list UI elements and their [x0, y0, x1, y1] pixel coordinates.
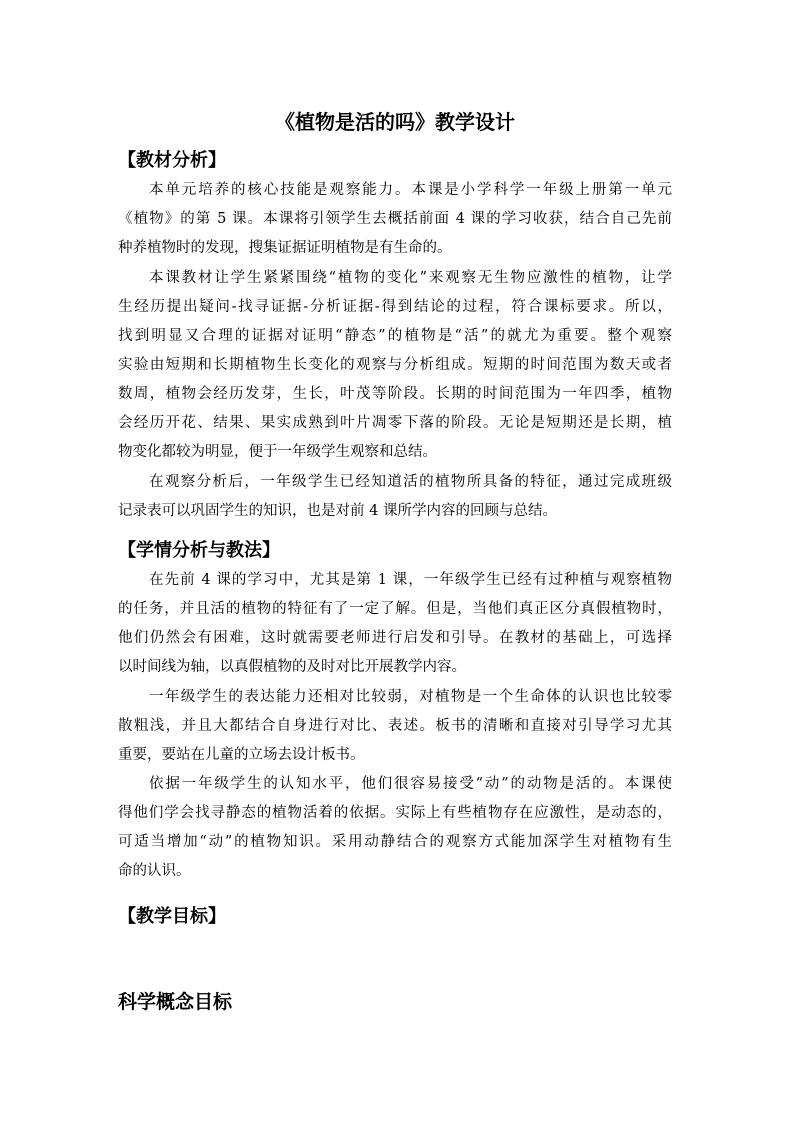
paragraph: [118, 770, 672, 886]
paragraph-line: 散粗浅，并且大都结合自身进行对比、表述。板书的清晰和直接对引导学习尤其: [118, 718, 672, 734]
paragraph-line: 得他们学会找寻静态的植物活着的依据。实际上有些植物存在应激性，是动态的，: [118, 805, 672, 821]
paragraph: [118, 468, 672, 526]
paragraph-line: 在观察分析后，一年级学生已经知道活的植物所具备的特征，通过完成班级: [149, 474, 672, 490]
subsection-heading: 科学概念目标: [118, 991, 233, 1013]
paragraph-line: 依据一年级学生的认知水平，他们很容易接受“动”的动物是活的。本课使: [149, 776, 672, 792]
section-heading: 【学情分析与教法】: [118, 540, 280, 561]
paragraph-line: 数周，植物会经历发芽，生长，叶茂等阶段。长期的时间范围为一年四季，植物: [118, 386, 672, 402]
paragraph-line: 的任务，并且活的植物的特征有了一定了解。但是，当他们真正区分真假植物时，: [118, 601, 672, 617]
paragraph-line: 命的认识。: [118, 863, 191, 879]
paragraph-line: 重要，要站在儿童的立场去设计板书。: [118, 747, 365, 763]
section-heading: 【教材分析】: [118, 150, 226, 171]
document-title: 《植物是活的吗》教学设计: [275, 110, 515, 134]
paragraph-line: 在先前 4 课的学习中，尤其是第 1 课，一年级学生已经有过种植与观察植物: [149, 572, 672, 588]
paragraph-line: 记录表可以巩固学生的知识，也是对前 4 课所学内容的回顾与总结。: [118, 503, 557, 519]
paragraph-line: 物变化都较为明显，便于一年级学生观察和总结。: [118, 444, 437, 460]
paragraph-line: 生经历提出疑问-找寻证据-分析证据-得到结论的过程，符合课标要求。所以，: [118, 299, 672, 315]
paragraph-line: 实验由短期和长期植物生长变化的观察与分析组成。短期的时间范围为数天或者: [118, 357, 672, 373]
paragraph-line: 他们仍然会有困难，这时就需要老师进行启发和引导。在教材的基础上，可选择: [118, 630, 672, 646]
paragraph-line: 种养植物时的发现，搜集证据证明植物是有生命的。: [118, 240, 452, 256]
paragraph-line: 以时间线为轴，以真假植物的及时对比开展教学内容。: [118, 659, 466, 675]
paragraph: [118, 176, 672, 263]
paragraph-line: 《植物》的第 5 课。本课将引领学生去概括前面 4 课的学习收获，结合自己先前: [118, 211, 672, 227]
paragraph-line: 找到明显又合理的证据对证明“静态”的植物是“活”的就尤为重要。整个观察: [118, 328, 672, 344]
paragraph-line: 会经历开花、结果、果实成熟到叶片凋零下落的阶段。无论是短期还是长期，植: [118, 415, 672, 431]
paragraph: [118, 566, 672, 682]
paragraph-line: 本单元培养的核心技能是观察能力。本课是小学科学一年级上册第一单元: [149, 182, 672, 198]
paragraph-line: 可适当增加“动”的植物知识。采用动静结合的观察方式能加深学生对植物有生: [118, 834, 672, 850]
paragraph: [118, 264, 672, 467]
paragraph-line: 本课教材让学生紧紧围绕“植物的变化”来观察无生物应激性的植物，让学: [149, 270, 672, 286]
paragraph-line: 一年级学生的表达能力还相对比较弱，对植物是一个生命体的认识也比较零: [149, 689, 672, 705]
paragraph: [118, 683, 672, 770]
section-heading: 【教学目标】: [118, 906, 226, 927]
